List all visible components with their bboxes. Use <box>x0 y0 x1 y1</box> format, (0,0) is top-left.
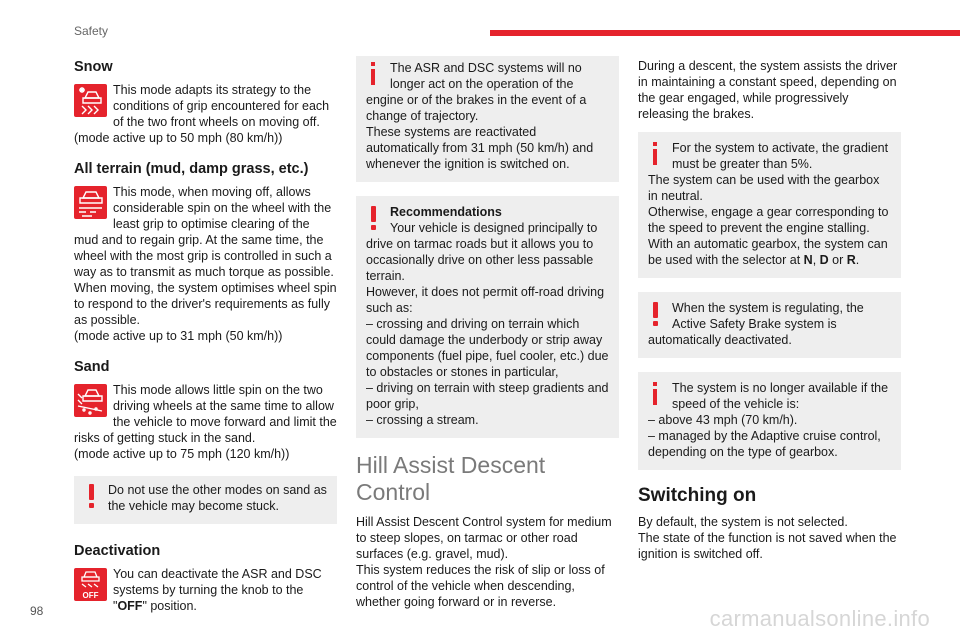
watermark: carmanualsonline.info <box>709 606 930 631</box>
hill-assist-description: Hill Assist Descent Control system for medium to steep slopes, on tarmac or other road surfaces (e.g. gravel, mud). This system reduces the risk of slip or loss of control of the vehicle when descending, whether going forward or in reverse. <box>356 515 612 609</box>
header-accent-bar <box>490 30 960 36</box>
sand-description: This mode allows little spin on the two driving wheels at the same time to allow the vehicle to move forward and limit the risks of getting stuck in the sand. (mode active up to 75 mph (120 km/h)) <box>74 383 337 461</box>
asr-info-text: The ASR and DSC systems will no longer act on the operation of the engine or of the brakes in the event of a change of trajectory. These systems are reactivated automatically from 31 mph (50 km/h) and whenever the ignition is switched on. <box>366 61 594 171</box>
all-terrain-mode <box>74 184 337 344</box>
section-title: Safety <box>74 24 109 38</box>
column-left <box>74 58 337 628</box>
warning-icon <box>84 482 100 510</box>
gradient-info-text: For the system to activate, the gradient must be greater than 5%. The system can be used with the gearbox in neutral. Otherwise, engage a gear corresponding to the speed to prevent the engine stalling. With an automatic gearbox, the system can be used with the selector at N, D or R. <box>648 141 889 267</box>
column-middle <box>356 58 619 610</box>
page-number: 98 <box>30 604 44 618</box>
deactivation-description: You can deactivate the ASR and DSC systems by turning the knob to the "OFF" position. <box>113 567 322 613</box>
info-icon <box>366 60 382 88</box>
snow-heading: Snow <box>74 59 113 75</box>
snow-mode <box>74 82 337 146</box>
warning-icon <box>648 300 664 328</box>
all-terrain-heading: All terrain (mud, damp grass, etc.) <box>74 161 309 177</box>
esc-off-label: OFF <box>82 591 99 600</box>
esc-off-icon <box>74 568 107 601</box>
sand-mode-icon <box>74 384 107 417</box>
gradient-info-box <box>638 132 901 278</box>
all-terrain-description: This mode, when moving off, allows considerable spin on the wheel with the least grip to optimise clearing of the mud and to regain grip. At the same time, the wheel with the most grip is controlled in such a way as to transmit as much torque as possible. When moving, the system optimises wheel spin to respond to the driver's requirements as fully as possible. (mode active up to 31 mph (50 km/h)) <box>74 185 337 343</box>
sand-heading: Sand <box>74 359 110 375</box>
recommendations-box <box>356 196 619 438</box>
hill-assist-title: Hill Assist Descent Control <box>356 452 546 505</box>
all-terrain-mode-icon <box>74 186 107 219</box>
deactivation-section <box>74 566 337 614</box>
sand-mode <box>74 382 337 462</box>
info-icon <box>648 140 664 168</box>
recommendations-text: Your vehicle is designed principally to drive on tarmac roads but it allows you to occasionally drive on other less passable terrain. However, it does not permit off-road driving such as: – crossing and driving on terrain which could damage the underbody or strip away components (fuel pipe, fuel cooler, etc.) due to obstacles or stones in particular, – driving on terrain with steep gradients and poor grip, – crossing a stream. <box>366 221 609 427</box>
column-right <box>638 58 901 562</box>
unavailable-info-box <box>638 372 901 470</box>
unavailable-info-text: The system is no longer available if the speed of the vehicle is: – above 43 mph (70 km/h). – managed by the Adaptive cruise control, depending on the type of gearbox. <box>648 381 889 459</box>
sand-warning-box <box>74 476 337 524</box>
regulating-warning-text: When the system is regulating, the Active Safety Brake system is automatically deactivated. <box>648 301 864 347</box>
regulating-warning-box <box>638 292 901 358</box>
descent-description: During a descent, the system assists the driver in maintaining a constant speed, depending on the gear engaged, while progressively releasing the brakes. <box>638 59 898 121</box>
deactivation-heading: Deactivation <box>74 543 161 559</box>
snow-mode-icon <box>74 84 107 117</box>
sand-warning-text: Do not use the other modes on sand as the vehicle may become stuck. <box>108 483 327 513</box>
info-icon <box>648 380 664 408</box>
snow-description: This mode adapts its strategy to the conditions of grip encountered for each of the two front wheels on moving off. (mode active up to 50 mph (80 km/h)) <box>74 83 330 145</box>
warning-icon <box>366 204 382 232</box>
recommendations-title: Recommendations <box>390 205 502 219</box>
switching-on-title: Switching on <box>638 485 757 506</box>
switching-on-description: By default, the system is not selected. The state of the function is not saved when the ignition is switched off. <box>638 515 897 561</box>
asr-info-box <box>356 56 619 182</box>
